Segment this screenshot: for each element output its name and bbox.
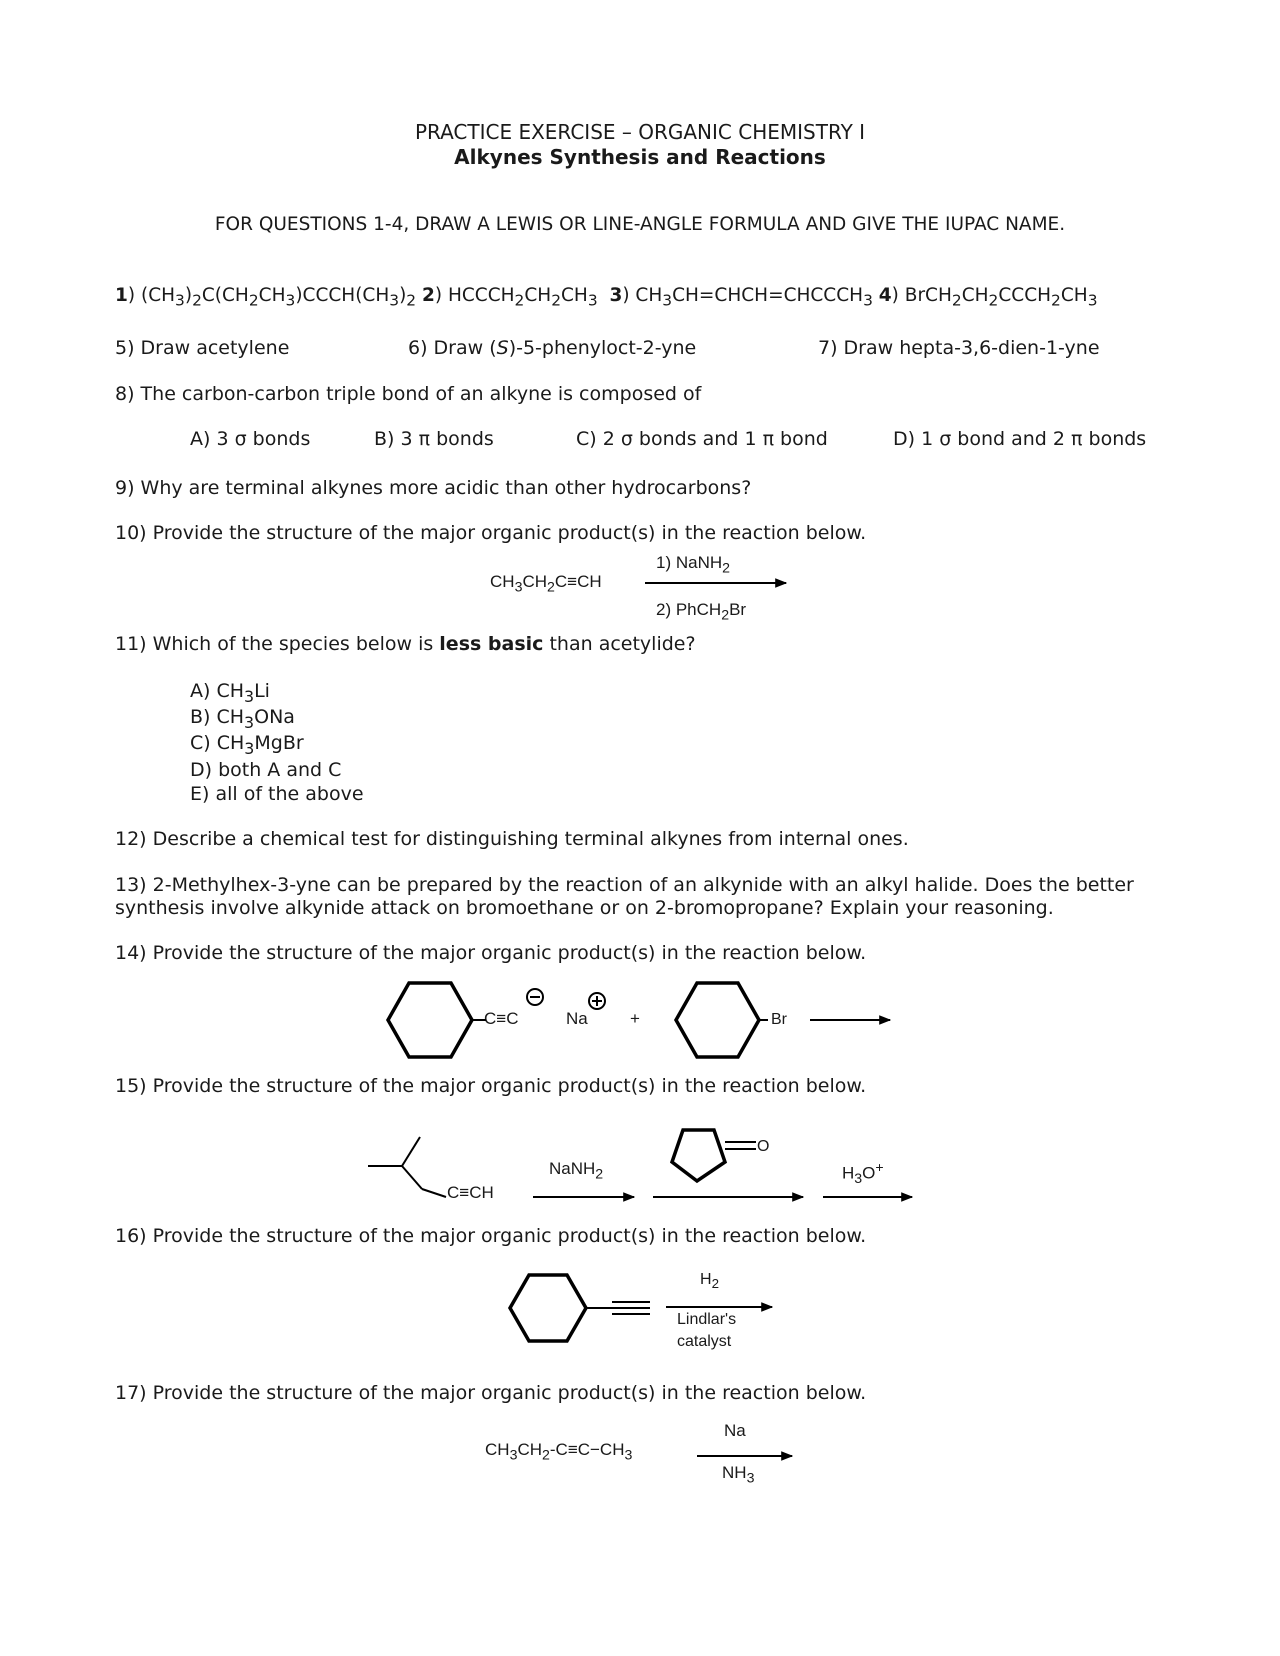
questions-1-4: 1) $(CH_3)_2C(CH_2CH_3)CCCH(CH_3)_2$ 2) $HCCCH_2CH_2CH_3$ 3) $CH_3CH=CHCH=CHCCCH_3$ 4) $BrCH_2CH_2CCCH_2CH_3$	[115, 285, 1098, 310]
q8-choice-c: C) 2 σ bonds and 1 π bond	[576, 428, 828, 450]
question-10: 10) Provide the structure of the major organic product(s) in the reaction below.	[115, 522, 867, 544]
q4-number: 4	[878, 285, 892, 306]
q8-choice-b: B) 3 π bonds	[374, 428, 494, 450]
q14-cyclohexane-ring	[388, 983, 472, 1057]
q8-choice-a: A) 3 σ bonds	[190, 428, 311, 450]
q15-cyclopentanone-ring	[672, 1130, 725, 1181]
page-title: PRACTICE EXERCISE – ORGANIC CHEMISTRY I	[414, 120, 866, 144]
q14-minus-charge-icon	[527, 989, 543, 1005]
q14-plus: +	[630, 1009, 640, 1028]
question-17: 17) Provide the structure of the major organic product(s) in the reaction below.	[115, 1382, 867, 1404]
question-11: 11) Which of the species below is less basic than acetylide?	[115, 633, 696, 655]
question-5: 5) Draw acetylene	[115, 337, 290, 359]
q14-cyclohexyl-bromide-ring	[676, 983, 759, 1057]
q10-reactant: $CH_3CH_2C\equiv CH$	[490, 572, 602, 596]
q14-plus-charge-icon	[589, 993, 605, 1009]
q10-reagent-1: 1) NaNH$_2$	[656, 553, 730, 577]
q15-alkyne: C≡CH	[447, 1183, 494, 1202]
q1-formula: $(CH_3)_2C(CH_2CH_3)CCCH(CH_3)_2$	[140, 285, 417, 310]
q2-number: 2	[421, 285, 435, 306]
q3-number: 3	[609, 285, 623, 306]
question-9: 9) Why are terminal alkynes more acidic than other hydrocarbons?	[115, 477, 752, 499]
q15-reagent-3: $H_3O^+$	[842, 1160, 884, 1188]
question-15: 15) Provide the structure of the major organic product(s) in the reaction below.	[115, 1075, 867, 1097]
q2-formula: $HCCCH_2CH_2CH_3$	[447, 285, 598, 310]
q16-reagent-bottom-2: catalyst	[677, 1333, 732, 1350]
question-14: 14) Provide the structure of the major organic product(s) in the reaction below.	[115, 942, 867, 964]
q1-number: 1	[115, 285, 128, 306]
q16-cyclohexane-ring	[510, 1275, 586, 1341]
question-12: 12) Describe a chemical test for distinguishing terminal alkynes from internal ones.	[115, 828, 909, 850]
q17-reagent-top: Na	[724, 1421, 746, 1440]
page-subtitle: Alkynes Synthesis and Reactions	[454, 145, 826, 169]
q14-alkynide: C≡C	[484, 1009, 519, 1028]
q16-reagent-top: $H_2$	[700, 1271, 719, 1292]
q14-halide: Br	[771, 1011, 787, 1028]
q17-reactant: $CH_3CH_2-C\equiv C-CH_3$	[485, 1440, 633, 1464]
q11-choice-b: B) $CH_3ONa$	[190, 706, 295, 732]
question-8: 8) The carbon-carbon triple bond of an alkyne is composed of	[115, 383, 702, 405]
q11-choice-d: D) both A and C	[190, 759, 342, 781]
q11-choice-e: E) all of the above	[190, 783, 364, 805]
q4-formula: $BrCH_2CH_2CCCH_2CH_3$	[904, 285, 1098, 310]
q8-choice-d: D) 1 σ bond and 2 π bonds	[893, 428, 1147, 450]
question-13-line-2: synthesis involve alkynide attack on bromoethane or on 2-bromopropane? Explain your reasoning.	[115, 897, 1054, 919]
q16-reagent-bottom-1: Lindlar's	[677, 1311, 737, 1328]
question-13-line-1: 13) 2-Methylhex-3-yne can be prepared by the reaction of an alkynide with an alkyl halide. Does the better	[115, 874, 1134, 896]
question-16: 16) Provide the structure of the major organic product(s) in the reaction below.	[115, 1225, 867, 1247]
q14-cation: Na	[566, 1009, 588, 1028]
q10-reagent-2: 2) PhCH$_2$Br	[656, 600, 747, 624]
q11-choice-c: C) $CH_3MgBr$	[190, 732, 304, 758]
q3-formula: $CH_3CH=CHCH=CHCCCH_3$	[635, 285, 873, 310]
question-6: 6) Draw (S)-5-phenyloct-2-yne	[408, 337, 697, 359]
question-7: 7) Draw hepta-3,6-dien-1-yne	[818, 337, 1100, 359]
instructions: FOR QUESTIONS 1-4, DRAW A LEWIS OR LINE-ANGLE FORMULA AND GIVE THE IUPAC NAME.	[214, 214, 1066, 235]
q15-tert-butyl-skeleton	[368, 1137, 446, 1197]
q15-carbonyl-oxygen: O	[757, 1138, 770, 1155]
q17-reagent-bottom: $NH_3$	[722, 1463, 755, 1487]
q15-reagent-1: NaNH$_2$	[549, 1159, 604, 1183]
q11-choice-a: A) $CH_3Li$	[190, 680, 270, 706]
